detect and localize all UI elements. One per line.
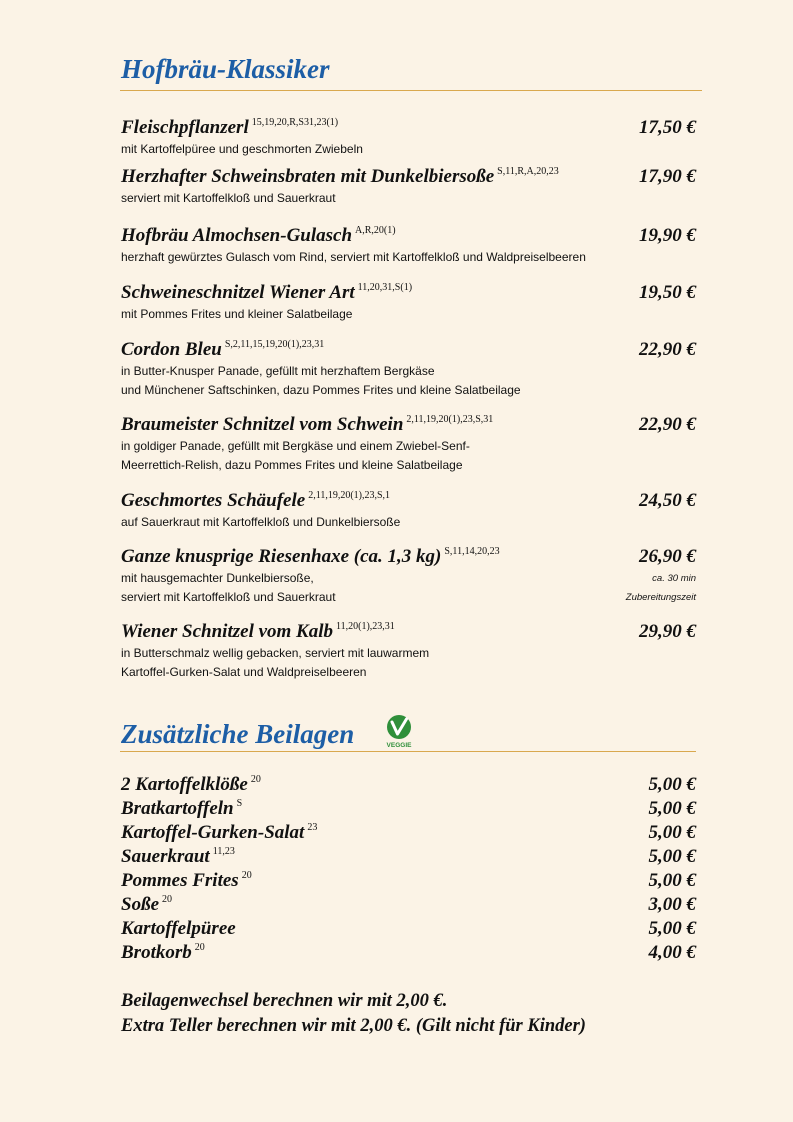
dish-allergens: S,2,11,15,19,20(1),23,31 [224,339,325,350]
dish-description: herzhaft gewürztes Gulasch vom Rind, serviert mit Kartoffelkloß und Waldpreiselbeeren [121,250,586,264]
dish-description: in Butterschmalz wellig gebacken, serviert mit lauwarmem [121,646,430,660]
dish-name: Schweineschnitzel Wiener Art [121,282,355,303]
dish-description: in Butter-Knusper Panade, gefüllt mit herzhaftem Bergkäse [121,364,435,378]
dish-description: auf Sauerkraut mit Kartoffelkloß und Dunkelbiersoße [121,515,401,529]
dish-description: in goldiger Panade, gefüllt mit Bergkäse und einem Zwiebel-Senf- [121,439,470,453]
side-name: Sauerkraut [121,846,210,867]
dish-price: 22,90 € [639,339,696,360]
dish-item [121,338,696,400]
dish-allergens: 2,11,19,20(1),23,S,31 [406,414,494,425]
side-allergens: 20 [162,894,172,905]
side-name: Pommes Frites [121,870,239,891]
dish-description: und Münchener Saftschinken, dazu Pommes Frites und kleine Salatbeilage [121,383,521,397]
dish-description: serviert mit Kartoffelkloß und Sauerkraut [121,590,336,604]
veggie-badge-icon [383,713,415,749]
side-price: 5,00 € [648,822,696,843]
dish-price: 24,50 € [639,490,696,511]
dish-name: Braumeister Schnitzel vom Schwein [121,414,404,435]
side-item [121,845,696,869]
dish-item [121,224,696,267]
side-price: 5,00 € [648,798,696,819]
side-name: Bratkartoffeln [121,798,234,819]
side-item [121,773,696,797]
side-item [121,869,696,893]
dish-name: Wiener Schnitzel vom Kalb [121,621,334,642]
dish-allergens: 11,20,31,S(1) [357,282,413,293]
side-name: Soße [121,894,159,915]
dish-name: Herzhafter Schweinsbraten mit Dunkelbiersoße [121,166,495,187]
dish-price: 29,90 € [639,621,696,642]
dish-allergens: 11,20(1),23,31 [336,621,395,632]
dish-description: mit Kartoffelpüree und geschmorten Zwiebeln [121,142,363,156]
dish-item [121,165,696,208]
side-name: Kartoffel-Gurken-Salat [121,822,305,843]
beilagen-divider [120,751,696,752]
klassiker-divider [120,90,702,91]
side-price: 5,00 € [648,870,696,891]
side-price: 3,00 € [648,894,696,915]
prep-time-note: Zubereitungszeit [625,592,696,603]
side-price: 5,00 € [648,918,696,939]
dish-name: Ganze knusprige Riesenhaxe (ca. 1,3 kg) [121,546,442,567]
side-item [121,893,696,917]
dish-allergens: S,11,14,20,23 [444,546,500,557]
side-price: 5,00 € [648,846,696,867]
dish-name: Fleischpflanzerl [121,117,249,138]
side-allergens: 11,23 [212,846,235,857]
dish-item [121,489,696,532]
dish-description: serviert mit Kartoffelkloß und Sauerkraut [121,191,336,205]
beilagen-title: Zusätzliche Beilagen [121,719,355,749]
side-item [121,821,696,845]
side-name: 2 Kartoffelklöße [121,774,248,795]
dish-allergens: A,R,20(1) [355,225,396,236]
dish-description: mit Pommes Frites und kleiner Salatbeilage [121,307,353,321]
klassiker-title: Hofbräu-Klassiker [121,54,330,84]
dish-price: 17,50 € [639,117,696,138]
dish-name: Cordon Bleu [121,339,222,360]
dish-item [121,620,696,682]
dish-item [121,281,696,324]
side-item [121,797,696,821]
dish-description: Kartoffel-Gurken-Salat und Waldpreiselbeeren [121,665,367,679]
veggie-badge-label: VEGGIE [386,742,412,749]
prep-time-note: ca. 30 min [652,573,696,584]
extra-plate-note: Extra Teller berechnen wir mit 2,00 €. (Gilt nicht für Kinder) [121,1016,586,1036]
dish-item [121,413,696,475]
dish-name: Hofbräu Almochsen-Gulasch [121,225,353,246]
dish-description: mit hausgemachter Dunkelbiersoße, [121,571,314,585]
side-item [121,917,696,941]
dish-price: 26,90 € [639,546,696,567]
side-name: Kartoffelpüree [121,918,236,939]
dish-price: 19,90 € [639,225,696,246]
side-name: Brotkorb [121,942,192,963]
side-allergens: 20 [241,870,252,881]
side-allergens: 20 [194,942,205,953]
side-price: 4,00 € [648,942,696,963]
dish-item [121,116,696,159]
side-swap-note: Beilagenwechsel berechnen wir mit 2,00 €. [121,991,448,1011]
side-item [121,941,696,965]
side-allergens: 23 [307,822,318,833]
side-allergens: S [236,798,243,809]
dish-description: Meerrettich-Relish, dazu Pommes Frites und kleine Salatbeilage [121,458,463,472]
side-price: 5,00 € [648,774,696,795]
dish-price: 19,50 € [639,282,696,303]
dish-allergens: 15,19,20,R,S31,23(1) [251,117,339,128]
dish-name: Geschmortes Schäufele [121,490,306,511]
dish-price: 22,90 € [639,414,696,435]
dish-allergens: S,11,R,A,20,23 [497,166,559,177]
dish-allergens: 2,11,19,20(1),23,S,1 [308,490,391,501]
dish-item [121,545,696,607]
dish-price: 17,90 € [639,166,696,187]
side-allergens: 20 [250,774,261,785]
